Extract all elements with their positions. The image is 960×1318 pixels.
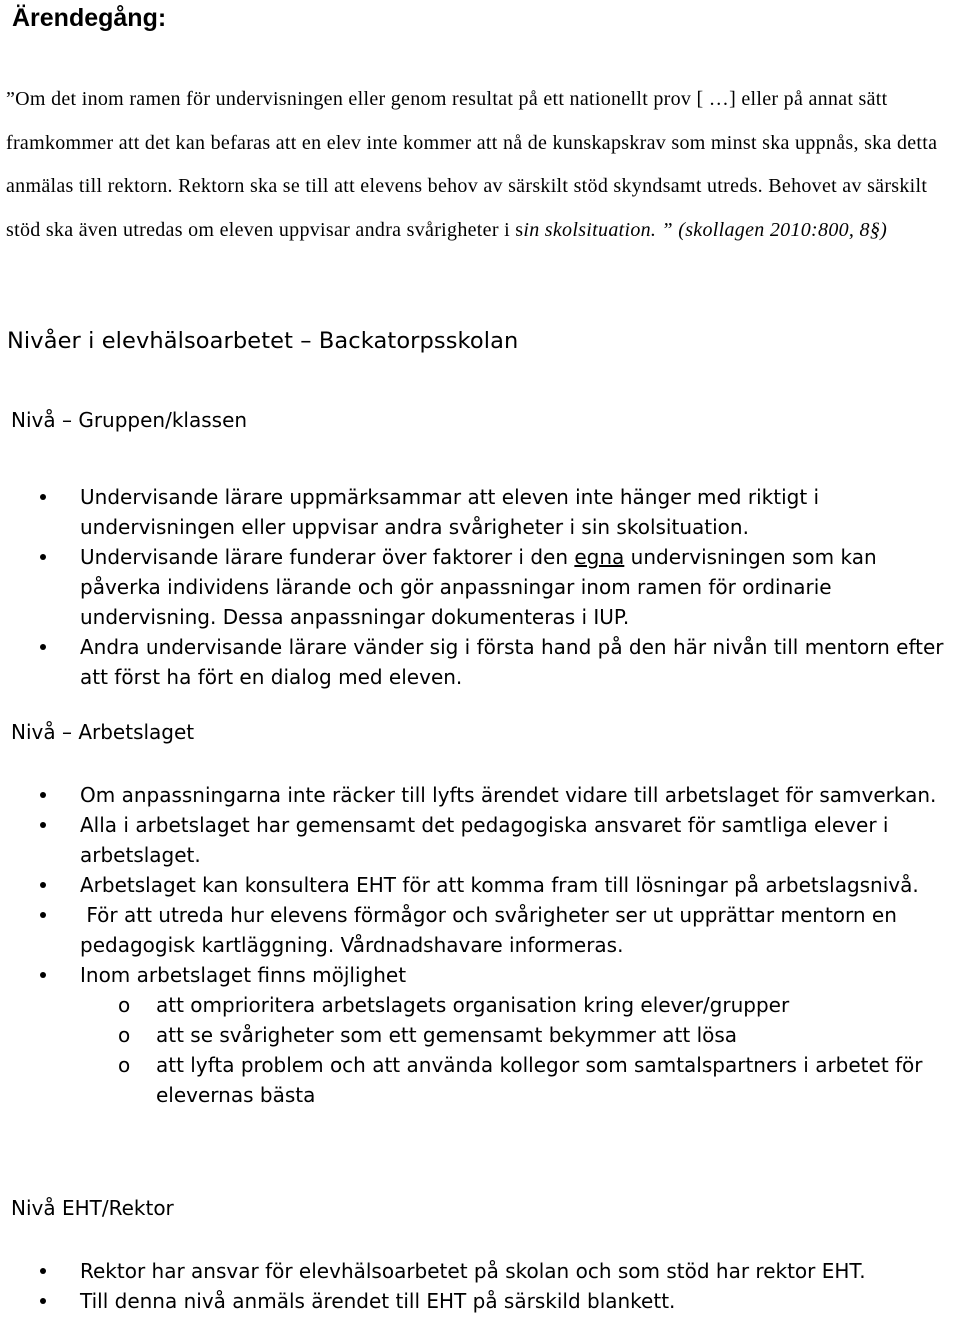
level-heading-team: Nivå – Arbetslaget	[11, 720, 195, 744]
team-list	[0, 780, 960, 1110]
section-heading: Nivåer i elevhälsoarbetet – Backatorpsskolan	[7, 328, 519, 354]
list-item: Arbetslaget kan konsultera EHT för att komma fram till lösningar på arbetslagsnivå.	[0, 870, 960, 900]
sub-list-item: o att omprioritera arbetslagets organisation kring elever/grupper	[80, 990, 960, 1020]
page-title: Ärendegång:	[12, 4, 167, 32]
list-item: Andra undervisande lärare vänder sig i första hand på den här nivån till mentorn efter att först ha fört en dialog med eleven.	[0, 632, 960, 692]
law-quote-main: ”Om det inom ramen för undervisningen eller genom resultat på ett nationellt prov [ …] eller på annat sätt framkommer att det kan befaras att en elev inte kommer att nå de kunskapskrav som minst ska uppnås, ska detta anmälas till rektorn. Rektorn ska se till att elevens behov av särskilt stöd skyndsamt utreds. Behovet av särskilt stöd ska även utredas om eleven uppvisar andra svårigheter i s	[6, 88, 938, 241]
list-item: Rektor har ansvar för elevhälsoarbetet på skolan och som stöd har rektor EHT.	[0, 1256, 960, 1286]
law-quote-italic: in skolsituation. ” (skollagen 2010:800, 8§)	[523, 218, 888, 241]
group-list	[0, 482, 960, 692]
level-heading-eht: Nivå EHT/Rektor	[11, 1196, 174, 1220]
sub-list-item: o att lyfta problem och att använda kollegor som samtalspartners i arbetet för elevernas bästa	[80, 1050, 960, 1110]
list-item: Undervisande lärare funderar över faktorer i den egna undervisningen som kan påverka individens lärande och gör anpassningar inom ramen för ordinarie undervisning. Dessa anpassningar dokumenteras i IUP.	[0, 542, 960, 632]
list-item: Inom arbetslaget finns möjlighet o att omprioritera arbetslagets organisation kring elever/grupper o att se svårigheter som ett gemensamt bekymmer att lösa o att lyfta problem och att använda kollegor som samtalspartners i arbetet för elevernas bästa	[0, 960, 960, 1110]
list-item: Alla i arbetslaget har gemensamt det pedagogiska ansvaret för samtliga elever i arbetslaget.	[0, 810, 960, 870]
list-item: Om anpassningarna inte räcker till lyfts ärendet vidare till arbetslaget för samverkan.	[0, 780, 960, 810]
sub-list	[80, 990, 960, 1110]
list-item: För att utreda hur elevens förmågor och svårigheter ser ut upprättar mentorn en pedagogisk kartläggning. Vårdnadshavare informeras.	[0, 900, 960, 960]
sub-list-item: o att se svårigheter som ett gemensamt bekymmer att lösa	[80, 1020, 960, 1050]
eht-list	[0, 1256, 960, 1316]
list-item: Undervisande lärare uppmärksammar att eleven inte hänger med riktigt i undervisningen eller uppvisar andra svårigheter i sin skolsituation.	[0, 482, 960, 542]
list-item: Till denna nivå anmäls ärendet till EHT på särskild blankett.	[0, 1286, 960, 1316]
law-quote	[6, 78, 956, 252]
level-heading-group: Nivå – Gruppen/klassen	[11, 408, 248, 432]
